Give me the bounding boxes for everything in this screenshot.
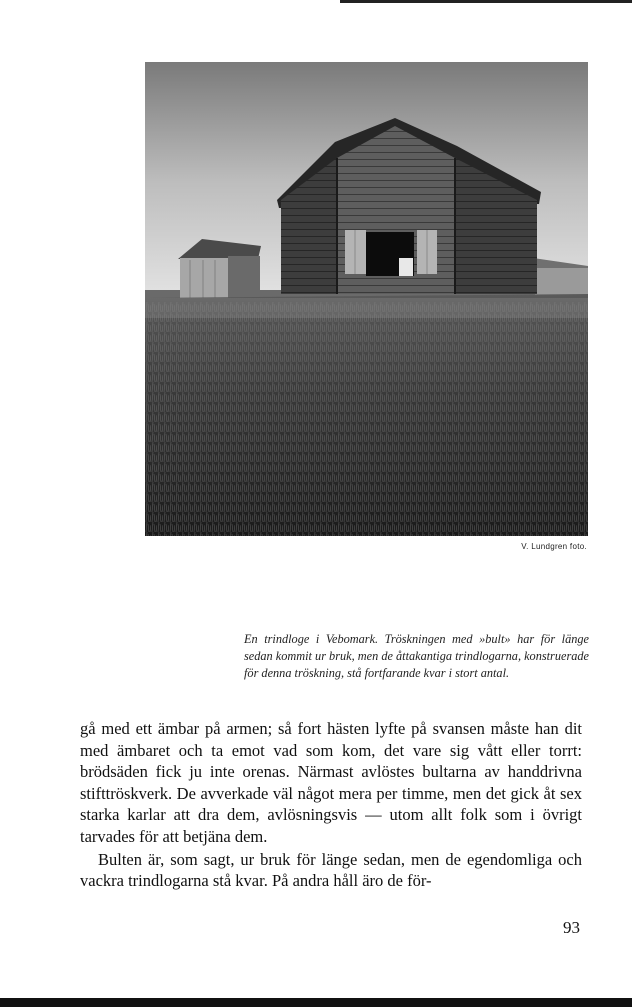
- body-paragraph-1: gå med ett ämbar på armen; så fort hästen lyfte på svansen måste han dit med ämbaret och ta emot vad som kom, det vare sig vått eller torrt: brödsäden fick ju inte orenas. Närmast avlöstes bultarna av handdrivna stifttröskverk. De avverkade väl något mera per timme, men det gick åt sex starka karlar att dra dem, avlösningsvis — utom allt folk som i övrigt tarvades för att betjäna dem.: [80, 719, 582, 846]
- barn-photograph: [145, 62, 588, 536]
- body-paragraph-2: Bulten är, som sagt, ur bruk för länge sedan, men de egendomliga och vackra trindlogarna stå kvar. På andra håll äro de för-: [80, 849, 582, 891]
- page-edge-top: [340, 0, 632, 3]
- photo-caption: En trindloge i Vebomark. Tröskningen med »bult» har för länge sedan kommit ur bruk, men de åttakantiga trindlogarna, konstruerade för denna tröskning, stå fortfarande kvar i stort antal.: [244, 632, 589, 680]
- page-number: 93: [563, 918, 580, 937]
- photo-credit: V. Lundgren foto.: [521, 542, 587, 551]
- page-edge-bottom: [0, 998, 632, 1007]
- body-text: [80, 718, 582, 892]
